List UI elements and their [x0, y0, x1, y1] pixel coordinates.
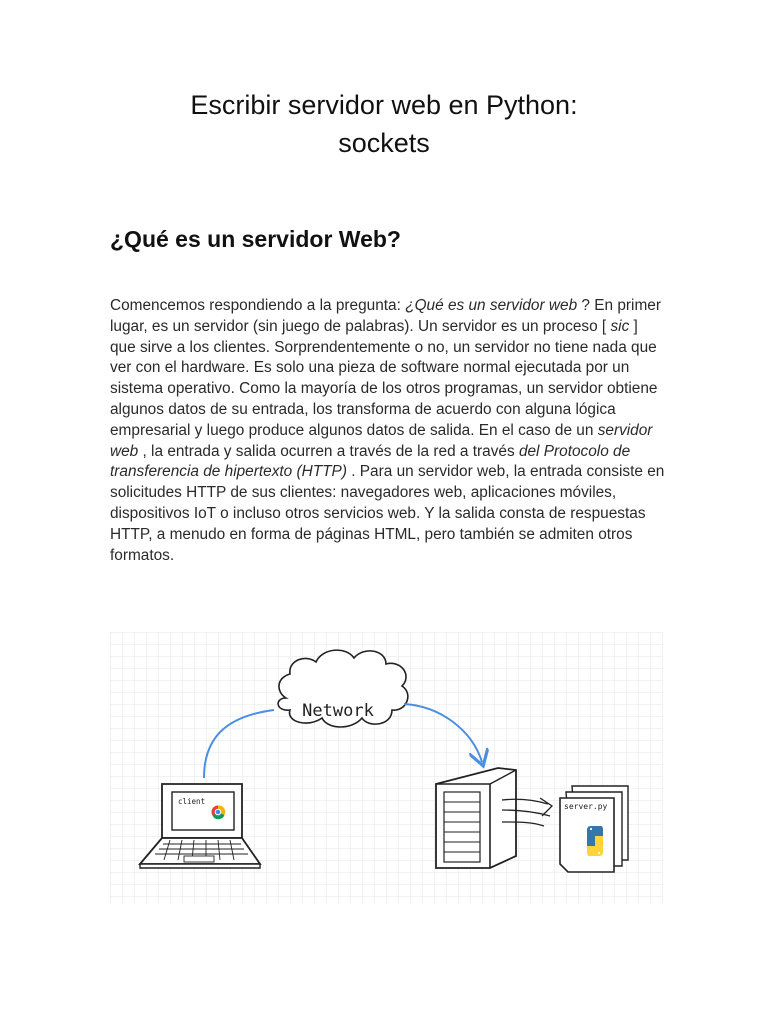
para-italic-1: ¿Qué es un servidor web — [405, 297, 578, 314]
server-py-file-icon — [560, 786, 628, 872]
para-text-1: Comencemos respondiendo a la pregunta: — [110, 297, 406, 314]
section-heading: ¿Qué es un servidor Web? — [110, 226, 401, 252]
network-label: Network — [302, 701, 374, 721]
para-text-3: ] que sirve a los clientes. Sorprendentemente o no, un servidor no tiene nada que ver con el hardware. Es solo una pieza de software normal ejecutada por un sistema operativo. Como la mayoría de los otros programas, un servidor obtiene algunos datos de su entrada, los transforma de acuerdo con alguna lógica empresarial y luego produce algunos datos de salida. En el caso de un — [110, 317, 658, 439]
client-label: client — [178, 797, 206, 806]
para-text-2: ? En primer lugar, es un servidor (sin juego de palabras). Un servidor es un proceso [ — [110, 297, 661, 335]
title-line-1: Escribir servidor web en Python: — [190, 90, 578, 120]
para-text-4: , la entrada y salida ocurren a través de la red a través — [138, 442, 519, 460]
para-italic-4: del Protocolo de transferencia de hipertexto (HTTP) — [110, 442, 631, 481]
para-italic-2: sic — [610, 317, 630, 335]
document-title — [0, 86, 768, 162]
server-icon — [436, 768, 516, 868]
title-line-2: sockets — [338, 128, 430, 158]
para-text-5: . Para un servidor web, la entrada consiste en solicitudes HTTP de sus clientes: navegadores web, aplicaciones móviles, dispositivos IoT o incluso otros servicios web. Y la salida consta de respuestas HTTP, a menudo en forma de páginas HTML, pero también se admiten otros formatos. — [110, 463, 665, 564]
python-logo-icon — [587, 826, 603, 856]
body-paragraph — [110, 296, 665, 566]
client-server-diagram — [110, 632, 663, 904]
para-italic-3: servidor web — [110, 421, 653, 460]
file-label: server.py — [564, 802, 608, 811]
